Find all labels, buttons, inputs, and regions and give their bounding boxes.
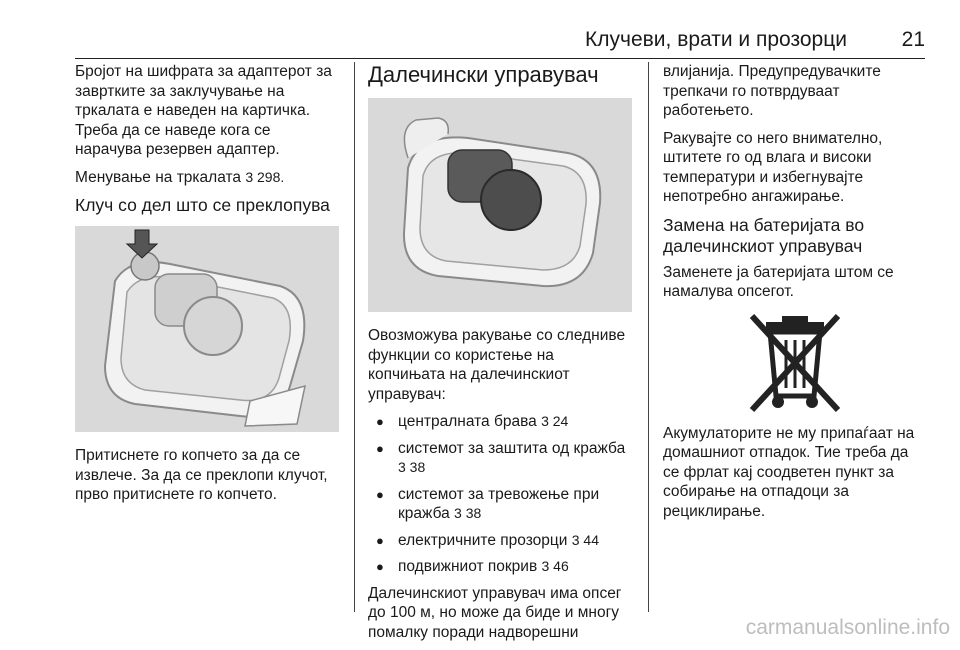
column-divider: [354, 62, 355, 612]
crossed-bin-icon: [663, 310, 925, 416]
battery-heading: Замена на батеријата во далечинскиот управувач: [663, 214, 865, 256]
page-reference: 3 24: [541, 413, 569, 429]
page-reference: 3 44: [571, 531, 599, 548]
header-title: Клучеви, врати и прозорци: [585, 28, 847, 51]
column-right: [663, 62, 925, 529]
list-item: ● централната брава 3 24: [368, 412, 634, 432]
list-item: ● системот за тревожење при кражба 3 38: [368, 485, 634, 524]
list-item: ● подвижниот покрив 3 46: [368, 557, 634, 577]
wheel-change-paragraph: [75, 168, 341, 188]
section-title: Далечински управувач: [368, 62, 599, 87]
column-left: [75, 62, 341, 513]
confirmation-paragraph: влијанија. Предупредувачките трепкачи го потврдуваат работењето.: [663, 63, 881, 119]
column-divider: [648, 62, 649, 612]
page-number: 21: [901, 28, 925, 51]
page-reference: 3 298.: [245, 168, 285, 185]
folding-key-heading: Клуч со дел што се преклопува: [75, 195, 330, 215]
remote-key-icon: [368, 98, 632, 312]
watermark: carmanualsonline.info: [745, 616, 950, 639]
page-reference: 3 38: [454, 505, 482, 521]
list-item: ● системот за заштита од кражба 3 38: [368, 439, 634, 478]
folding-key-icon: [75, 226, 339, 432]
recycling-paragraph: Акумулаторите не му припаѓаат на домашниот отпадок. Тие треба да се фрлат кај соодветен пункт за собирање на отпадоци за рециклирање.: [663, 424, 915, 520]
battery-paragraph: Заменете ја батеријата штом се намалува опсегот.: [663, 263, 894, 300]
page-header: [75, 22, 925, 59]
page-reference: 3 46: [541, 558, 569, 574]
folding-key-caption: Притиснете го копчето за да се извлече. За да се преклопи клучот, прво притиснете го копчето.: [75, 447, 328, 503]
range-paragraph: Далечинскиот управувач има опсег до 100 м, но може да биде и многу помалку поради надворешни: [368, 584, 622, 641]
remote-function-list: [368, 412, 634, 577]
adapter-paragraph: Бројот на шифрата за адаптерот за завртките за заклучување на тркалата е наведен на картичка. Треба да се наведе кога се нарачува резервен адаптер.: [75, 63, 332, 158]
page-reference: 3 38: [398, 459, 426, 475]
care-paragraph: Ракувајте со него внимателно, штитете го од влага и високи температури и избегнувајте непотребно ангажирање.: [663, 129, 883, 205]
remote-intro: Овозможува ракување со следниве функции со користење на копчињата на далечинскиот управувач:: [368, 327, 626, 403]
wheel-change-text: Менување на тркалата: [75, 168, 246, 186]
column-middle: [368, 62, 634, 650]
list-item: ● електричните прозорци 3 44: [368, 531, 634, 551]
